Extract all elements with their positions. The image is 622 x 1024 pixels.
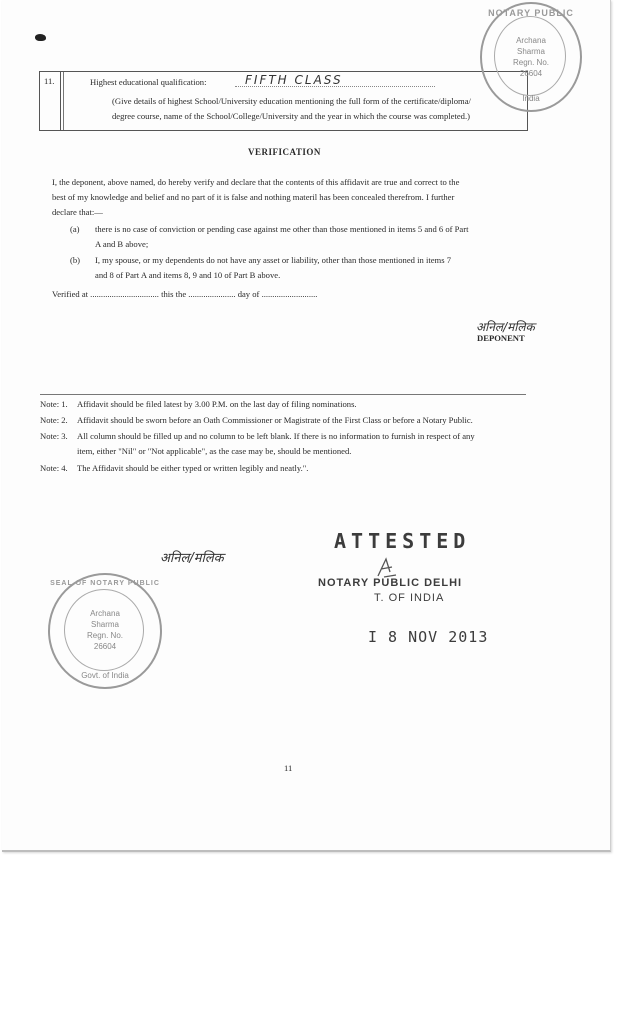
page-number: 11 — [284, 763, 293, 773]
qualification-label: Highest educational qualification: — [90, 77, 207, 87]
verification-para-line1: I, the deponent, above named, do hereby verify and declare that the contents of this affidavit are true and correct to the — [52, 177, 460, 187]
item-b-label: (b) — [70, 255, 81, 265]
note-3-text-line1: All column should be filled up and no column to be left blank. If there is no information to furnish in respect of any — [77, 431, 475, 441]
notary-seal-bottom: SEAL OF NOTARY PUBLIC Archana Sharma Regn. No. 26604 Govt. of India — [48, 573, 162, 689]
qualification-answer: FIFTH CLASS — [245, 73, 343, 87]
item-b-line1: I, my spouse, or my dependents do not have any asset or liability, other than those mentioned in items 7 — [95, 255, 452, 265]
attested-stamp-title: ATTESTED — [334, 529, 471, 553]
item-b-line2: and 8 of Part A and items 8, 9 and 10 of Part B above. — [95, 270, 281, 280]
lower-signature: अनिल/मलिक — [160, 551, 224, 566]
item-a-line1: there is no case of conviction or pending case against me other than those mentioned in items 5 and 6 of Part — [95, 224, 469, 234]
item-a-line2: A and B above; — [95, 239, 149, 249]
document-page — [2, 0, 611, 852]
item-a-label: (a) — [70, 224, 80, 234]
verification-heading: VERIFICATION — [248, 147, 321, 157]
note-1-text: Affidavit should be filed latest by 3.00 P.M. on the last day of filing nominations. — [77, 399, 357, 409]
note-4-label: Note: 4. — [40, 463, 68, 473]
punch-hole-mark — [35, 34, 46, 41]
verified-at-line: Verified at ................................ this the ...................... day of .......................... — [52, 289, 318, 299]
notary-seal-top: NOTARY PUBLIC Archana Sharma Regn. No. 26604 India — [480, 2, 582, 112]
note-1-label: Note: 1. — [40, 399, 68, 409]
notes-divider — [40, 394, 526, 395]
verification-para-line2: best of my knowledge and belief and no part of it is false and nothing materil has been concealed therefrom. I further — [52, 192, 455, 202]
note-3-text-line2: item, either "Nil" or "Not applicable", as the case may be, should be mentioned. — [77, 446, 352, 456]
note-2-label: Note: 2. — [40, 415, 68, 425]
verification-para-line3: declare that:— — [52, 207, 103, 217]
deponent-label: DEPONENT — [477, 333, 525, 343]
attested-stamp-line1: NOTARY PUBLIC DELHI — [318, 577, 463, 589]
note-2-text: Affidavit should be sworn before an Oath Commissioner or Magistrate of the First Class or before a Notary Public. — [77, 415, 473, 425]
note-3-label: Note: 3. — [40, 431, 68, 441]
qualification-instructions-line2: degree course, name of the School/College/University and the year in which the course was completed.) — [112, 111, 470, 121]
qualification-table — [39, 71, 528, 131]
note-4-text: The Affidavit should be either typed or written legibly and neatly.". — [77, 463, 309, 473]
deponent-signature: अनिल/मलिक — [476, 320, 535, 334]
attested-stamp-line2: T. OF INDIA — [374, 592, 445, 604]
attested-stamp-date: I 8 NOV 2013 — [368, 628, 489, 646]
question-number: 11. — [44, 76, 55, 86]
qualification-instructions-line1: (Give details of highest School/University education mentioning the full form of the certificate/diploma/ — [112, 96, 471, 106]
question-number-cell — [40, 72, 61, 130]
